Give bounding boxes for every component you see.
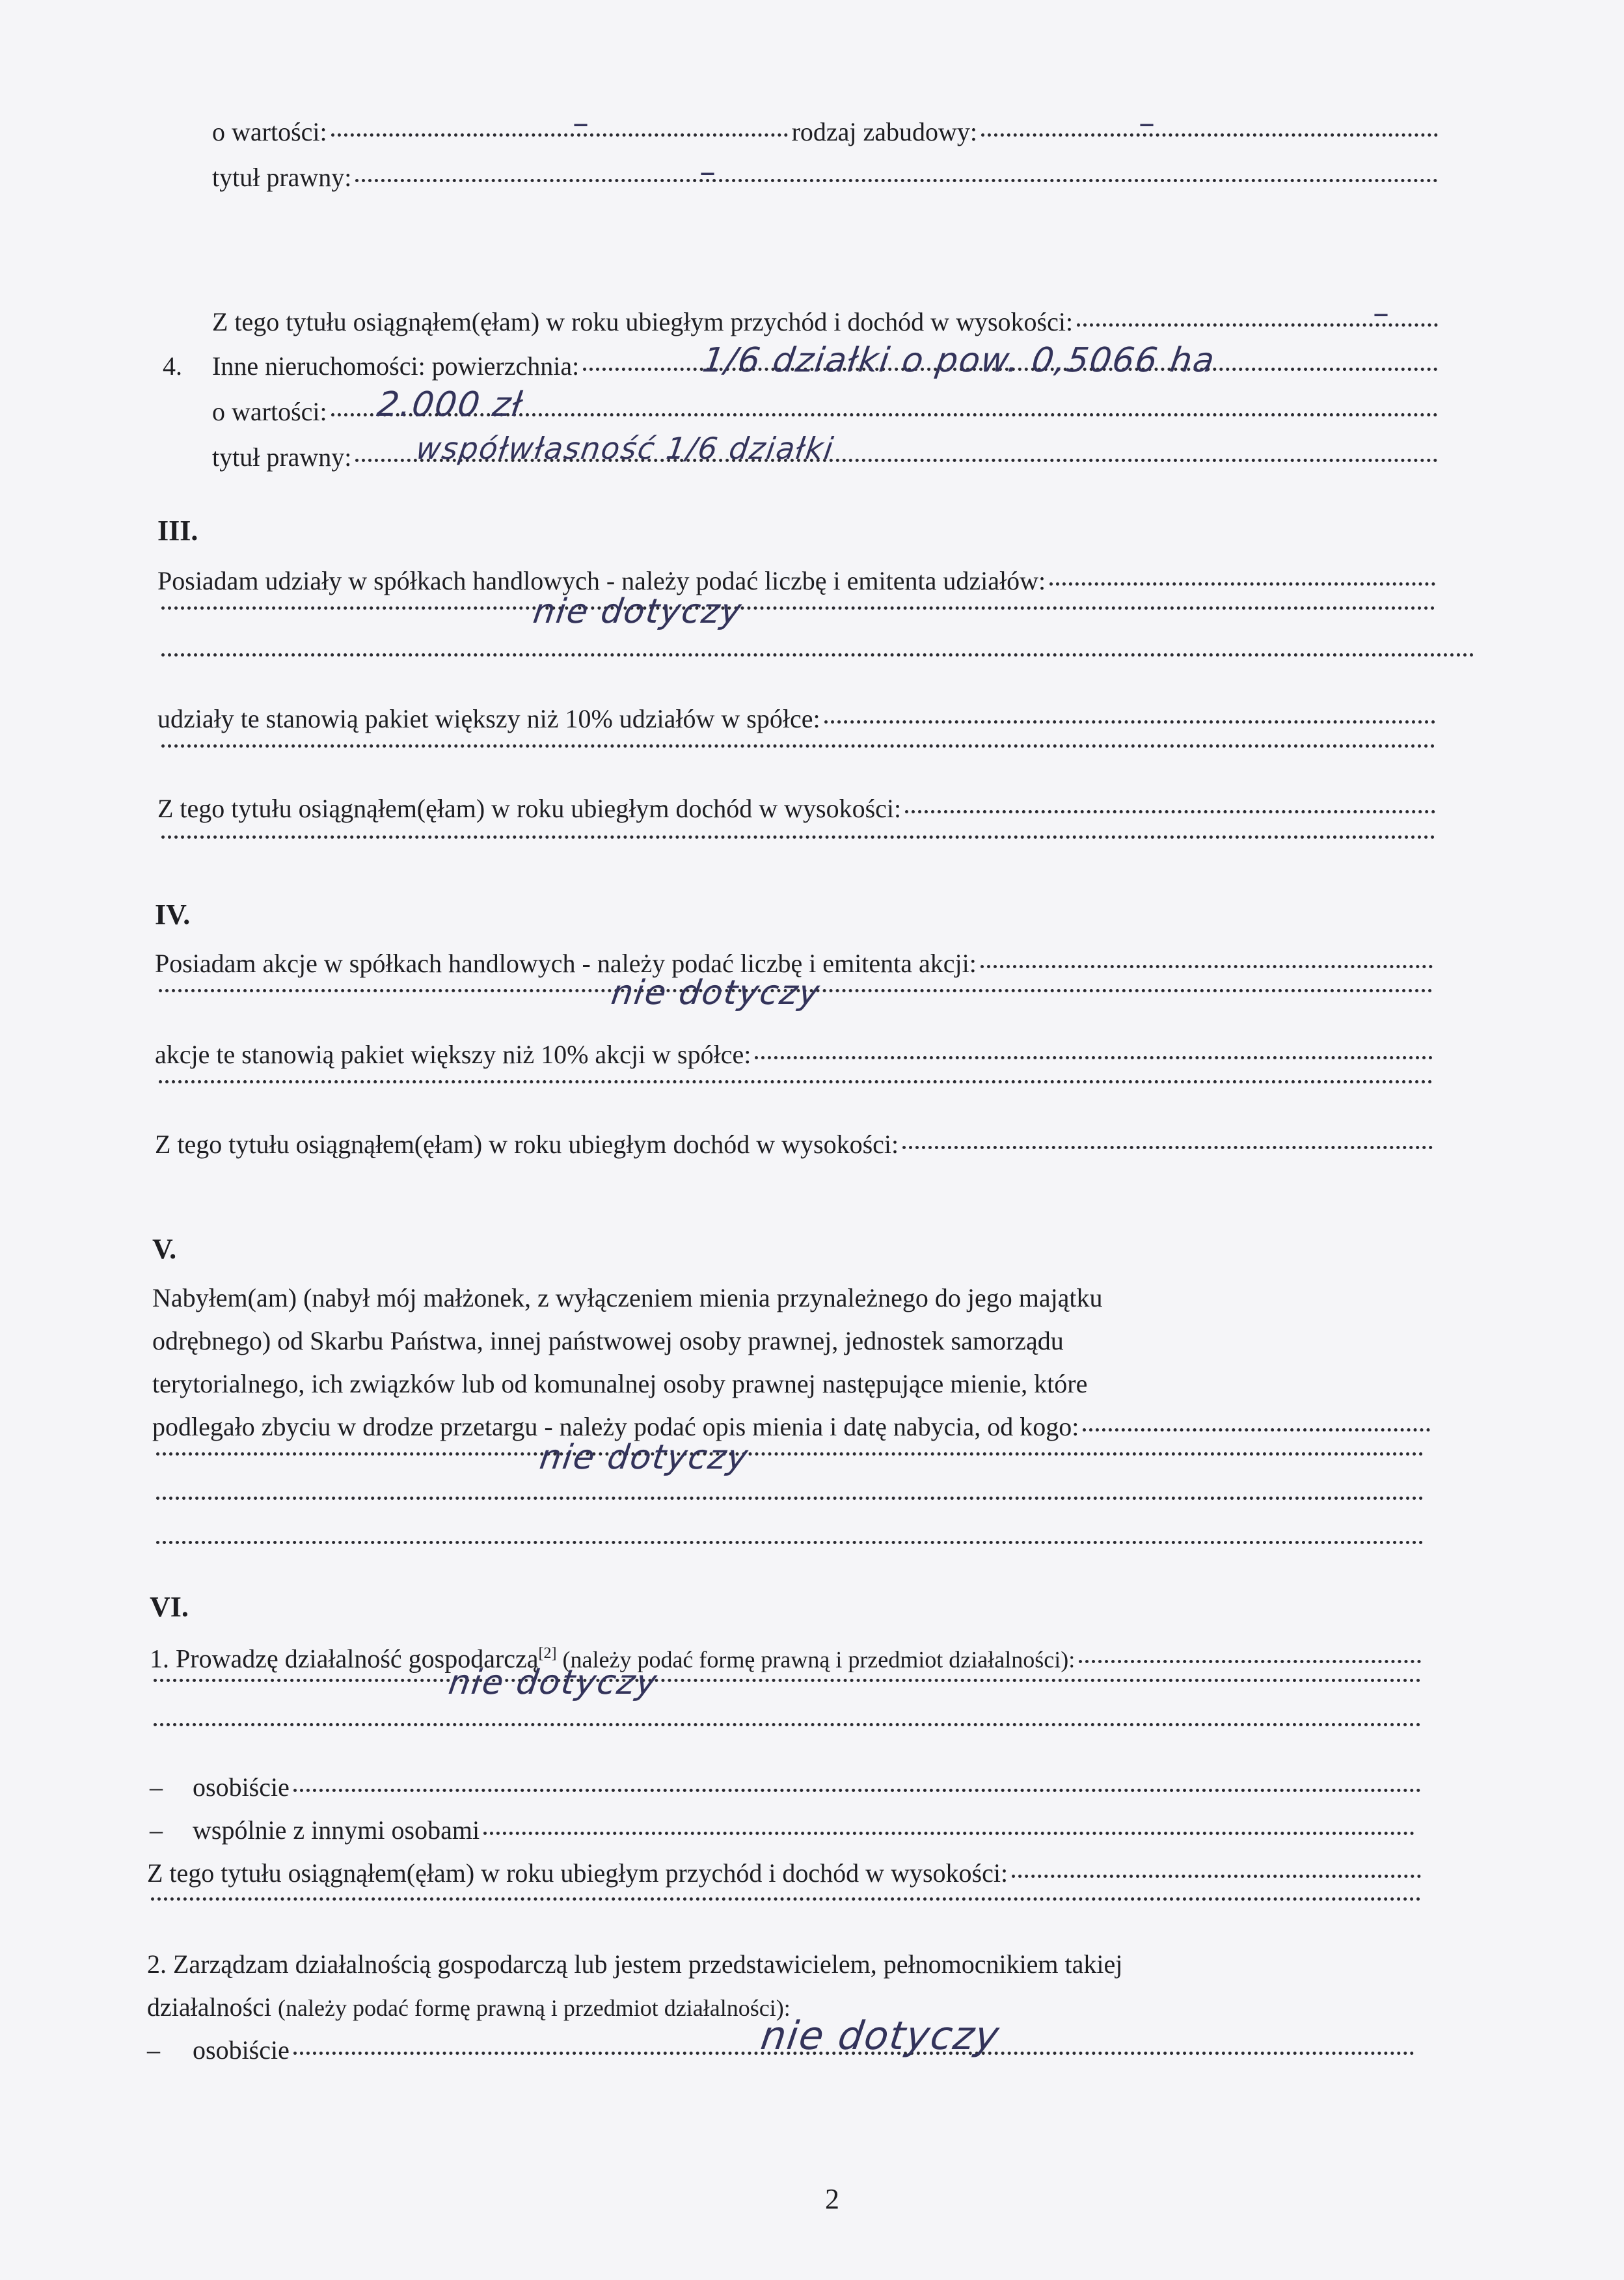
value-fill[interactable] <box>331 133 788 137</box>
jointly-label: wspólnie z innymi osobami <box>193 1815 480 1845</box>
bullet-dash: – <box>150 1772 163 1802</box>
business-income-label: Z tego tytułu osiągnąłem(ęłam) w roku ubiegłym przychód i dochód w wysokości: <box>147 1858 1008 1888</box>
business-jointly-row <box>193 1814 1418 1847</box>
page-number: 2 <box>825 2183 839 2215</box>
item-4-area-label: Inne nieruchomości: powierzchnia: <box>212 351 580 381</box>
bullet-dash: – <box>147 2035 160 2065</box>
handwritten-not-applicable: nie dotyczy <box>537 1438 751 1477</box>
handwritten-not-applicable: nie dotyczy <box>530 592 745 631</box>
section-v-paragraph-2: odrębnego) od Skarbu Państwa, innej państwowej osoby prawnej, jednostek samorządu <box>152 1326 1064 1355</box>
shares-income-label: Z tego tytułu osiągnąłem(ęłam) w roku ubiegłym dochód w wysokości: <box>157 794 902 823</box>
personally-label: osobiście <box>193 1772 290 1802</box>
income-row <box>212 306 1442 338</box>
shares-label: Posiadam udziały w spółkach handlowych - należy podać liczbę i emitenta udziałów: <box>157 566 1046 595</box>
handwritten-dash: – <box>1139 104 1155 142</box>
value-row <box>212 116 1442 148</box>
legal-title-row <box>212 161 1442 194</box>
legal-title-label: tytuł prawny: <box>212 163 352 192</box>
section-iii-line-3 <box>157 793 1439 825</box>
shares-income-line-2 <box>157 839 1439 843</box>
stocks-income-fill[interactable] <box>902 1146 1433 1149</box>
handwritten-dash: – <box>699 153 716 191</box>
property-line-4 <box>152 1545 1428 1548</box>
business-activity-fill[interactable] <box>1079 1660 1421 1663</box>
handwritten-not-applicable: nie dotyczy <box>758 2013 1003 2059</box>
handwritten-title: współwłasność 1/6 działki <box>414 431 837 466</box>
business-fill-3[interactable] <box>154 1723 1421 1726</box>
handwritten-dash: – <box>1373 294 1389 332</box>
business-line-2 <box>150 1683 1425 1686</box>
business-activity-label: 1. Prowadzę działalność gospodarczą[2] (należy podać formę prawną i przedmiot działalności): <box>150 1644 1076 1674</box>
personally-label-2: osobiście <box>193 2035 290 2065</box>
item-4-title-label: tytuł prawny: <box>212 442 352 472</box>
stocks-package-fill-2[interactable] <box>159 1080 1433 1083</box>
shares-fill-2[interactable] <box>161 606 1435 610</box>
business-income-fill[interactable] <box>1012 1875 1421 1878</box>
shares-package-fill[interactable] <box>824 720 1435 724</box>
section-iii-line-2 <box>157 703 1439 735</box>
section-iv-line-3 <box>155 1128 1437 1161</box>
shares-package-fill-2[interactable] <box>161 744 1435 748</box>
shares-income-fill-2[interactable] <box>161 835 1435 839</box>
business-income-row <box>147 1857 1425 1890</box>
section-v-heading: V. <box>152 1233 177 1265</box>
building-type-fill[interactable] <box>981 133 1438 137</box>
shares-fill-3[interactable] <box>161 653 1474 657</box>
section-iii-line-1 <box>157 565 1439 597</box>
business-fill-2[interactable] <box>154 1679 1421 1682</box>
section-v-paragraph-4 <box>152 1411 1434 1443</box>
section-v-paragraph-3: terytorialnego, ich związków lub od komunalnej osoby prawnej następujące mienie, które <box>152 1369 1088 1398</box>
section-iii-heading: III. <box>157 515 198 547</box>
shares-package-line-2 <box>157 748 1439 752</box>
shares-fill[interactable] <box>1049 582 1435 586</box>
property-acquired-label: podlegało zbyciu w drodze przetargu - należy podać opis mienia i datę nabycia, od kogo: <box>152 1412 1079 1441</box>
shares-package-label: udziały te stanowią pakiet większy niż 10% udziałów w spółce: <box>157 704 820 733</box>
handwritten-value: 2.000 zł <box>374 385 526 424</box>
shares-line-2 <box>157 610 1439 614</box>
property-fill-4[interactable] <box>156 1541 1424 1544</box>
section-v-paragraph-1: Nabyłem(am) (nabył mój małżonek, z wyłączeniem mienia przynależnego do jego majątku <box>152 1283 1103 1312</box>
handwritten-dash: – <box>573 104 589 142</box>
business-income-fill-2[interactable] <box>151 1897 1421 1901</box>
stocks-package-label: akcje te stanowią pakiet większy niż 10% akcji w spółce: <box>155 1040 751 1069</box>
property-fill-2[interactable] <box>156 1452 1424 1456</box>
handwritten-area: 1/6 działki o pow. 0,5066 ha <box>699 341 1218 380</box>
business-income-line-2 <box>147 1901 1425 1905</box>
building-type-label: rodzaj zabudowy: <box>791 117 978 146</box>
stocks-package-line-2 <box>155 1084 1437 1087</box>
legal-title-fill[interactable] <box>355 179 1438 182</box>
income-label: Z tego tytułu osiągnąłem(ęłam) w roku ubiegłym przychód i dochód w wysokości: <box>212 307 1074 336</box>
item-4-number: 4. <box>163 351 182 381</box>
stocks-package-fill[interactable] <box>755 1056 1433 1059</box>
shares-line-3 <box>157 657 1478 660</box>
property-line-3 <box>152 1500 1428 1504</box>
property-fill-3[interactable] <box>156 1497 1424 1500</box>
section-vi-item-2-line-1: 2. Zarządzam działalnością gospodarczą lub jestem przedstawicielem, pełnomocnikiem takiej <box>147 1949 1123 1979</box>
stocks-label: Posiadam akcje w spółkach handlowych - należy podać liczbę i emitenta akcji: <box>155 949 977 978</box>
section-iv-heading: IV. <box>155 899 191 930</box>
section-vi-item-1 <box>150 1637 1425 1676</box>
handwritten-not-applicable: nie dotyczy <box>446 1663 660 1702</box>
section-vi-item-2-line-2: działalności (należy podać formę prawną i przedmiot działalności): <box>147 1992 791 2022</box>
stocks-fill[interactable] <box>981 965 1433 968</box>
property-line-2 <box>152 1456 1428 1459</box>
business-line-3 <box>150 1727 1425 1730</box>
property-acquired-fill[interactable] <box>1083 1428 1430 1432</box>
handwritten-not-applicable: nie dotyczy <box>608 973 823 1012</box>
value-label: o wartości: <box>212 117 327 146</box>
jointly-fill[interactable] <box>483 1832 1414 1835</box>
personally-fill[interactable] <box>293 1789 1421 1792</box>
stocks-income-label: Z tego tytułu osiągnąłem(ęłam) w roku ubiegłym dochód w wysokości: <box>155 1130 899 1159</box>
item-4-value-label: o wartości: <box>212 397 327 426</box>
business-personally-row <box>193 1771 1425 1804</box>
section-vi-heading: VI. <box>150 1591 189 1623</box>
bullet-dash: – <box>150 1815 163 1845</box>
section-iv-line-2 <box>155 1038 1437 1071</box>
shares-income-fill[interactable] <box>905 810 1435 813</box>
